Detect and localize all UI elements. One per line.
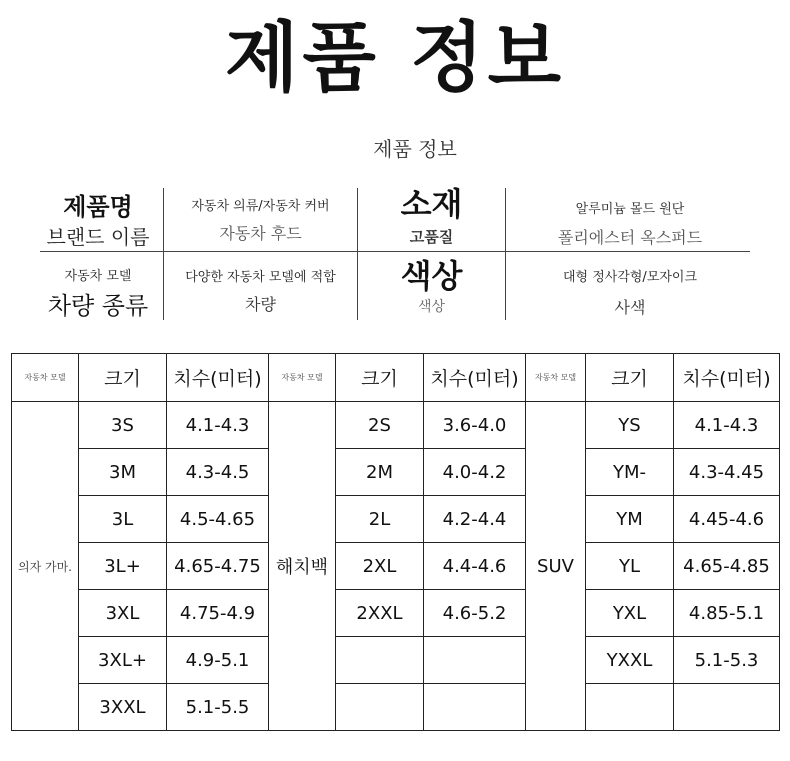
material-sub: 고품질: [409, 228, 454, 246]
size-table: [11, 353, 780, 731]
dimension-cell: [424, 684, 526, 731]
divider: [40, 251, 750, 252]
color-label: 색상: [400, 257, 463, 295]
color-value: 대형 정사각형/모자이크: [562, 270, 698, 285]
size-cell: [586, 684, 674, 731]
table-row: [12, 496, 780, 543]
dimension-cell: 4.2-4.4: [424, 496, 526, 543]
size-cell: 2L: [336, 496, 424, 543]
column-header: 크기: [336, 354, 424, 402]
size-cell: YXXL: [586, 637, 674, 684]
car-model-value: 다양한 자동차 모델에 적합: [185, 270, 336, 285]
page-title: 제품 정보: [224, 13, 566, 102]
product-name-value: 자동차 의류/자동차 커버: [191, 199, 330, 214]
car-model-label: 자동차 모델: [64, 269, 132, 284]
color-value-2: 사색: [614, 298, 646, 317]
car-type-value: 차량: [245, 295, 276, 314]
size-cell: 3XXL: [79, 684, 167, 731]
dimension-cell: [674, 684, 780, 731]
size-cell: 3XL: [79, 590, 167, 637]
table-row: [12, 402, 780, 449]
size-cell: YM: [586, 496, 674, 543]
product-info-panel: [36, 183, 754, 325]
dimension-cell: 3.6-4.0: [424, 402, 526, 449]
size-cell: [336, 684, 424, 731]
dimension-cell: 4.1-4.3: [674, 402, 780, 449]
section-subtitle: 제품 정보: [373, 137, 457, 161]
column-header: 크기: [79, 354, 167, 402]
product-name-label: 제품명: [63, 193, 133, 221]
dimension-cell: 4.3-4.45: [674, 449, 780, 496]
group-cell-hatchback: 해치백: [269, 402, 336, 731]
size-cell: 2XL: [336, 543, 424, 590]
dimension-cell: 4.0-4.2: [424, 449, 526, 496]
size-cell: YXL: [586, 590, 674, 637]
table-row: [12, 449, 780, 496]
dimension-cell: 4.75-4.9: [167, 590, 269, 637]
material-value: 알루미늄 몰드 원단: [575, 202, 685, 217]
brand-label: 브랜드 이름: [46, 225, 150, 249]
brand-value: 자동차 후드: [219, 224, 302, 243]
column-header: 자동차 모델: [269, 354, 336, 402]
size-cell: 3L: [79, 496, 167, 543]
size-cell: 2M: [336, 449, 424, 496]
material-value-2: 폴리에스터 옥스퍼드: [557, 228, 703, 247]
size-cell: YS: [586, 402, 674, 449]
dimension-cell: 4.1-4.3: [167, 402, 269, 449]
column-header: 자동차 모델: [12, 354, 79, 402]
dimension-cell: 4.65-4.75: [167, 543, 269, 590]
color-sub: 색상: [417, 299, 446, 315]
size-cell: 2XXL: [336, 590, 424, 637]
table-header-row: [12, 354, 780, 402]
group-cell-suv: SUV: [526, 402, 586, 731]
column-header: 치수(미터): [167, 354, 269, 402]
size-cell: 3L+: [79, 543, 167, 590]
group-cell-sedan: 의자 가마.: [12, 402, 79, 731]
dimension-cell: 4.4-4.6: [424, 543, 526, 590]
dimension-cell: 4.5-4.65: [167, 496, 269, 543]
column-header: 치수(미터): [674, 354, 780, 402]
dimension-cell: 4.3-4.5: [167, 449, 269, 496]
dimension-cell: 4.9-5.1: [167, 637, 269, 684]
size-cell: [336, 637, 424, 684]
dimension-cell: 4.45-4.6: [674, 496, 780, 543]
column-header: 치수(미터): [424, 354, 526, 402]
size-cell: 3XL+: [79, 637, 167, 684]
table-row: [12, 590, 780, 637]
dimension-cell: 5.1-5.5: [167, 684, 269, 731]
size-cell: YL: [586, 543, 674, 590]
material-label: 소재: [400, 185, 463, 223]
column-header: 자동차 모델: [526, 354, 586, 402]
table-row: [12, 684, 780, 731]
car-type-label: 차량 종류: [47, 292, 149, 320]
dimension-cell: [424, 637, 526, 684]
size-cell: 2S: [336, 402, 424, 449]
column-header: 크기: [586, 354, 674, 402]
size-cell: 3S: [79, 402, 167, 449]
dimension-cell: 5.1-5.3: [674, 637, 780, 684]
size-cell: 3M: [79, 449, 167, 496]
dimension-cell: 4.65-4.85: [674, 543, 780, 590]
size-cell: YM-: [586, 449, 674, 496]
table-row: [12, 637, 780, 684]
dimension-cell: 4.85-5.1: [674, 590, 780, 637]
table-row: [12, 543, 780, 590]
dimension-cell: 4.6-5.2: [424, 590, 526, 637]
